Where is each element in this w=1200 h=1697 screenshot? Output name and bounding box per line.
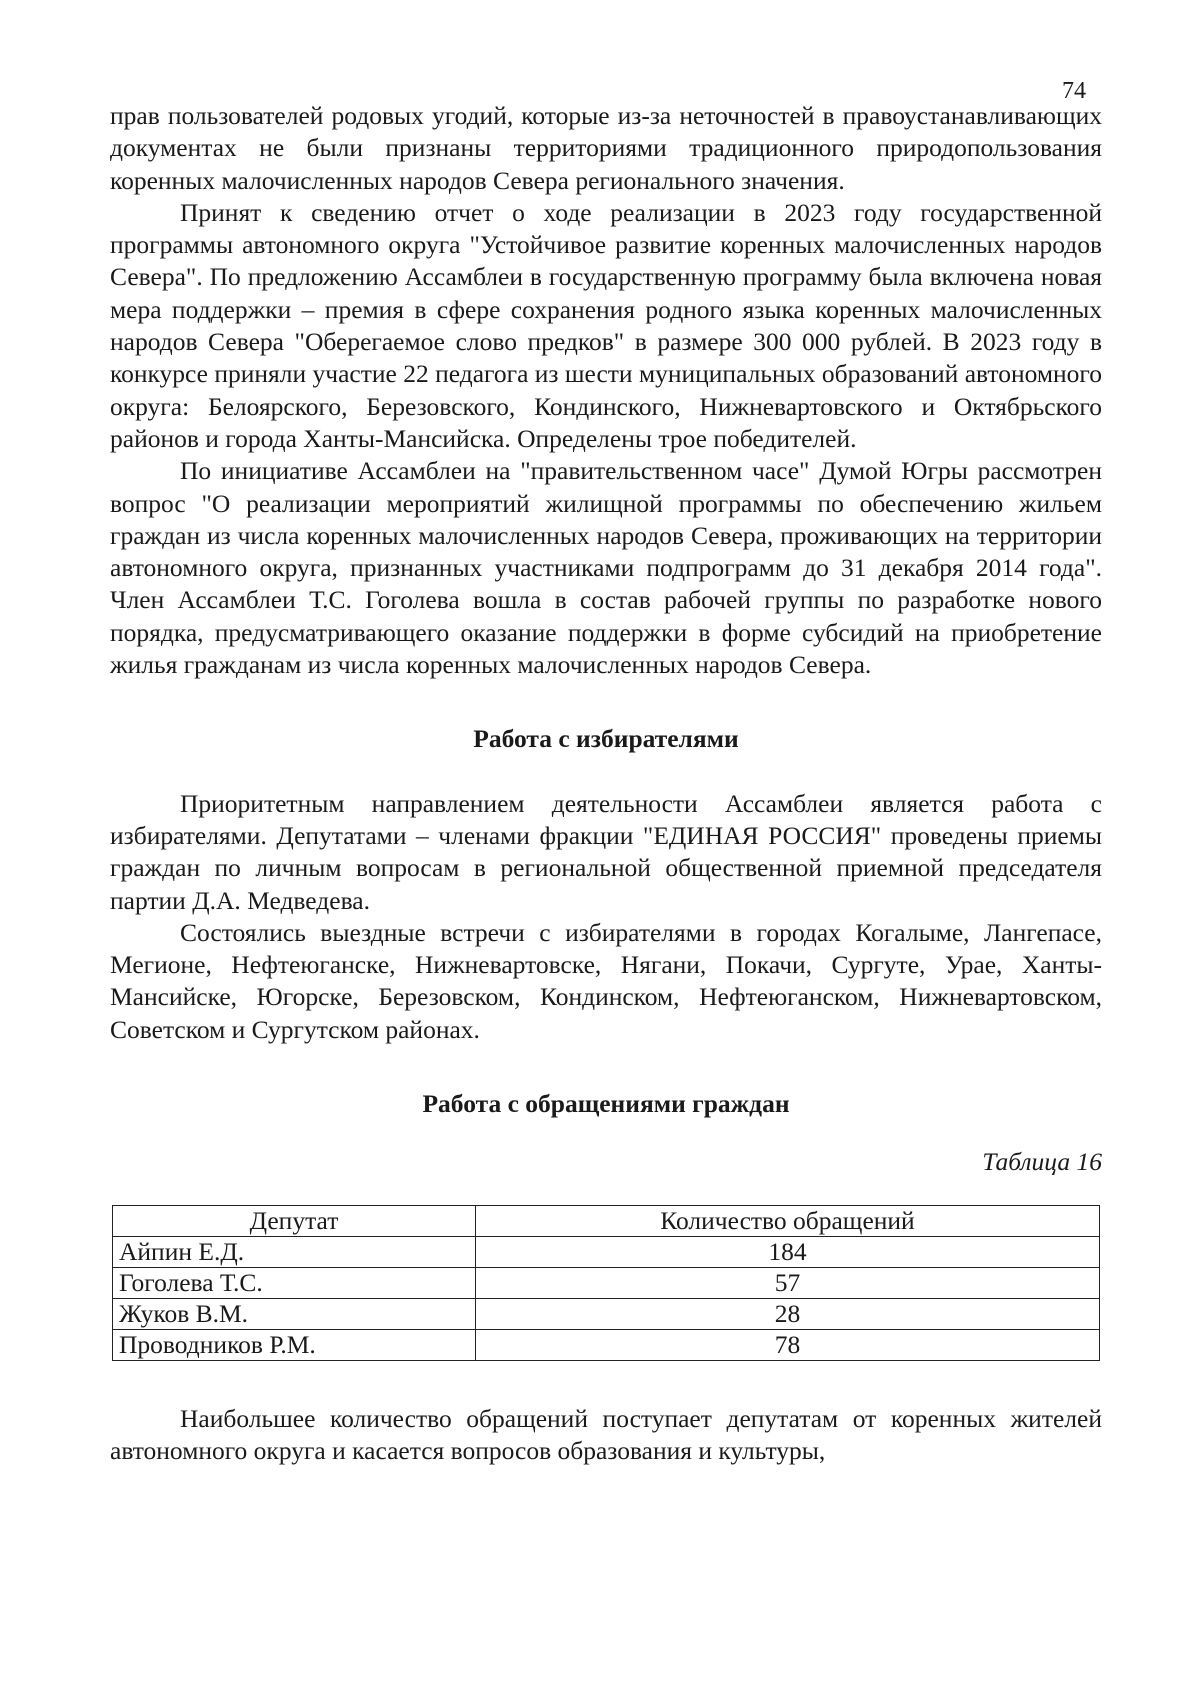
appeal-count: 28 — [476, 1298, 1100, 1329]
appeals-table — [112, 1205, 1100, 1361]
paragraph-program-report: Принят к сведению отчет о ходе реализации в 2023 году государственной программы автономного округа "Устойчивое развитие коренных малочисленных народов Севера". По предложению Ассамблеи в государственную программу была включена новая мера поддержки – премия в сфере сохранения родного языка коренных малочисленных народов Севера "Оберегаемое слово предков" в размере 300 000 рублей. В 2023 году в конкурсе приняли участие 22 педагога из шести муниципальных образований автономного округа: Белоярского, Березовского, Кондинского, Нижневартовского и Октябрьского районов и города Ханты-Мансийска. Определены трое победителей. — [110, 197, 1102, 453]
deputy-name: Проводников Р.М. — [113, 1329, 476, 1360]
table-header-row — [113, 1205, 1100, 1236]
deputy-name: Жуков В.М. — [113, 1298, 476, 1329]
table-row — [113, 1236, 1100, 1267]
appeal-count: 184 — [476, 1236, 1100, 1267]
deputy-name: Айпин Е.Д. — [113, 1236, 476, 1267]
table-header-count: Количество обращений — [476, 1205, 1100, 1236]
paragraph-continuation: прав пользователей родовых угодий, которые из-за неточностей в правоустанавливающих документах не были признаны территориями традиционного природопользования коренных малочисленных народов Севера регионального значения. — [110, 101, 1102, 195]
deputy-name: Гоголева Т.С. — [113, 1267, 476, 1298]
appeal-count: 78 — [476, 1329, 1100, 1360]
paragraph-housing-program: По инициативе Ассамблеи на "правительственном часе" Думой Югры рассмотрен вопрос "О реализации мероприятий жилищной программы по обеспечению жильем граждан из числа коренных малочисленных народов Севера, проживающих на территории автономного округа, признанных участниками подпрограмм до 31 декабря 2014 года". Член Ассамблеи Т.С. Гоголева вошла в состав рабочей группы по разработке нового порядка, предусматривающего оказание поддержки в форме субсидий на приобретение жилья гражданам из числа коренных малочисленных народов Севера. — [110, 456, 1102, 680]
appeal-count: 57 — [476, 1267, 1100, 1298]
heading-appeals: Работа с обращениями граждан — [422, 1089, 790, 1119]
paragraph-voters-priority: Приоритетным направлением деятельности Ассамблеи является работа с избирателями. Депутатами – членами фракции "ЕДИНАЯ РОССИЯ" проведены приемы граждан по личным вопросам в региональной общественной приемной председателя партии Д.А. Медведева. — [110, 788, 1102, 915]
paragraph-appeals-summary: Наибольшее количество обращений поступает депутатам от коренных жителей автономного округа и касается вопросов образования и культуры, — [110, 1403, 1102, 1465]
heading-voters: Работа с избирателями — [473, 724, 739, 754]
page-number: 74 — [1062, 78, 1086, 104]
document-body — [110, 100, 1102, 1467]
table-header-deputy: Депутат — [113, 1205, 476, 1236]
table-caption: Таблица 16 — [982, 1147, 1102, 1177]
paragraph-voters-meetings: Состоялись выездные встречи с избирателями в городах Когалыме, Лангепасе, Мегионе, Нефтеюганске, Нижневартовске, Нягани, Покачи, Сургуте, Урае, Ханты-Мансийске, Югорске, Березовском, Кондинском, Нефтеюганском, Нижневартовском, Советском и Сургутском районах. — [110, 917, 1102, 1044]
table-row — [113, 1329, 1100, 1360]
table-row — [113, 1298, 1100, 1329]
table-row — [113, 1267, 1100, 1298]
